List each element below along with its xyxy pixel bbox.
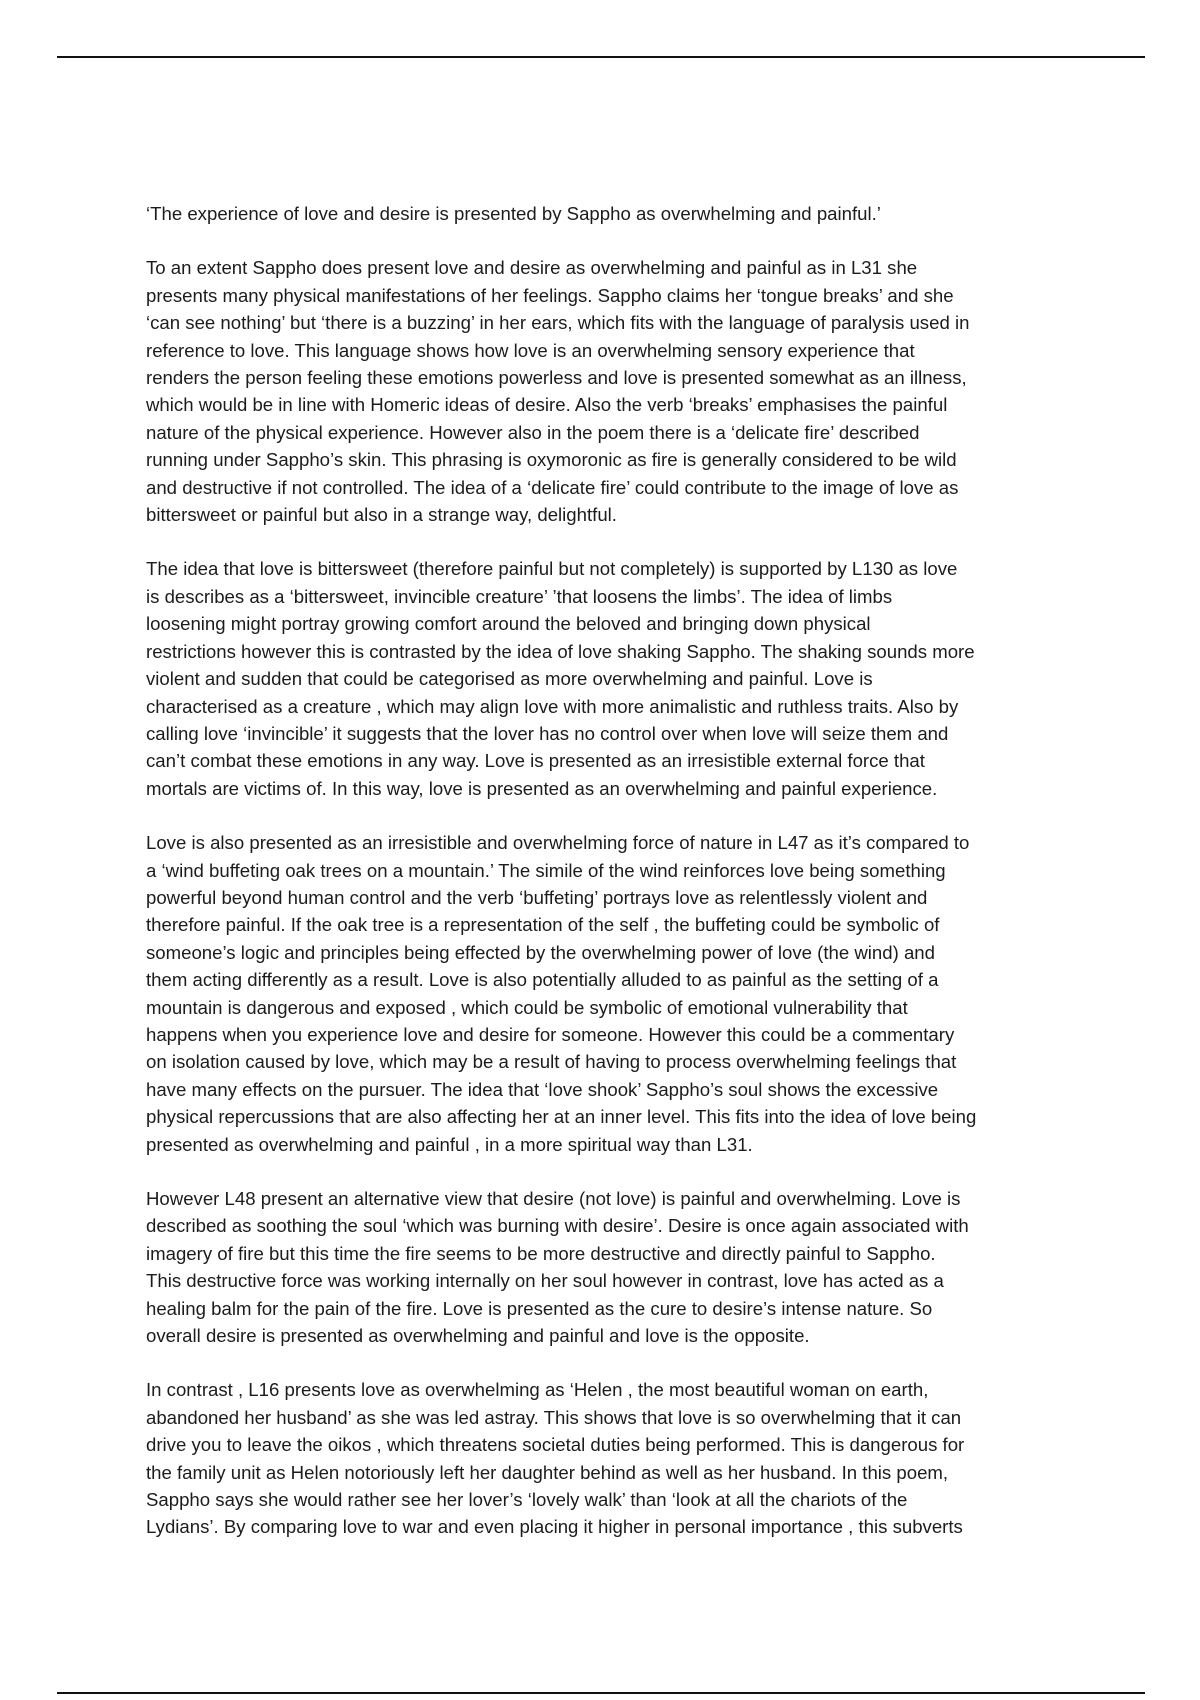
paragraph-l16: In contrast , L16 presents love as overwhelming as ‘Helen , the most beautiful woman on earth, abandoned her husband’ as she was led astray. This shows that love is so overwhelming that it can drive you to leave the oikos , which threatens societal duties being performed. This is dangerous for the family unit as Helen notoriously left her daughter behind as well as her husband. In this poem, Sappho says she would rather see her lover’s ‘lovely walk’ than ‘look at all the chariots of the Lydians’. By comparing love to war and even placing it higher in personal importance , this subverts [146,1379,965,1538]
paragraph-l130: The idea that love is bittersweet (therefore painful but not completely) is supported by L130 as love is describes as a ‘bittersweet, invincible creature’ ’that loosens the limbs’. The idea of limbs loosening might portray growing comfort around the beloved and bringing down physical restrictions however this is contrasted by the idea of love shaking Sappho. The shaking sounds more violent and sudden that could be categorised as more overwhelming and painful. Love is characterised as a creature , which may align love with more animalistic and ruthless traits. Also by calling love ‘invincible’ it suggests that the lover has no control over when love will seize them and can’t combat these emotions in any way. Love is presented as an irresistible external force that mortals are victims of. In this way, love is presented as an overwhelming and painful experience. [146,558,975,799]
document-body [146,200,1066,1568]
paragraph-l47: Love is also presented as an irresistible and overwhelming force of nature in L47 as it’s compared to a ‘wind buffeting oak trees on a mountain.’ The simile of the wind reinforces love being something powerful beyond human control and the verb ‘buffeting’ portrays love as relentlessly violent and therefore painful. If the oak tree is a representation of the self , the buffeting could be symbolic of someone’s logic and principles being effected by the overwhelming power of love (the wind) and them acting differently as a result. Love is also potentially alluded to as painful as the setting of a mountain is dangerous and exposed , which could be symbolic of emotional vulnerability that happens when you experience love and desire for someone. However this could be a commentary on isolation caused by love, which may be a result of having to process overwhelming feelings that have many effects on the pursuer. The idea that ‘love shook’ Sappho’s soul shows the excessive physical repercussions that are also affecting her at an inner level. This fits into the idea of love being presented as overwhelming and painful , in a more spiritual way than L31. [146,832,977,1155]
essay-question: ‘The experience of love and desire is presented by Sappho as overwhelming and painful.’ [146,203,881,224]
top-divider [57,56,1145,58]
bottom-divider [57,1692,1145,1694]
paragraph-l31: To an extent Sappho does present love and desire as overwhelming and painful as in L31 she presents many physical manifestations of her feelings. Sappho claims her ‘tongue breaks’ and she ‘can see nothing’ but ‘there is a buzzing’ in her ears, which fits with the language of paralysis used in reference to love. This language shows how love is an overwhelming sensory experience that renders the person feeling these emotions powerless and love is presented somewhat as an illness, which would be in line with Homeric ideas of desire. Also the verb ‘breaks’ emphasises the painful nature of the physical experience. However also in the poem there is a ‘delicate fire’ described running under Sappho’s skin. This phrasing is oxymoronic as fire is generally considered to be wild and destructive if not controlled. The idea of a ‘delicate fire’ could contribute to the image of love as bittersweet or painful but also in a strange way, delightful. [146,257,970,526]
paragraph-l48: However L48 present an alternative view that desire (not love) is painful and overwhelming. Love is described as soothing the soul ‘which was burning with desire’. Desire is once again associated with imagery of fire but this time the fire seems to be more destructive and directly painful to Sappho. This destructive force was working internally on her soul however in contrast, love has acted as a healing balm for the pain of the fire. Love is presented as the cure to desire’s intense nature. So overall desire is presented as overwhelming and painful and love is the opposite. [146,1188,969,1347]
